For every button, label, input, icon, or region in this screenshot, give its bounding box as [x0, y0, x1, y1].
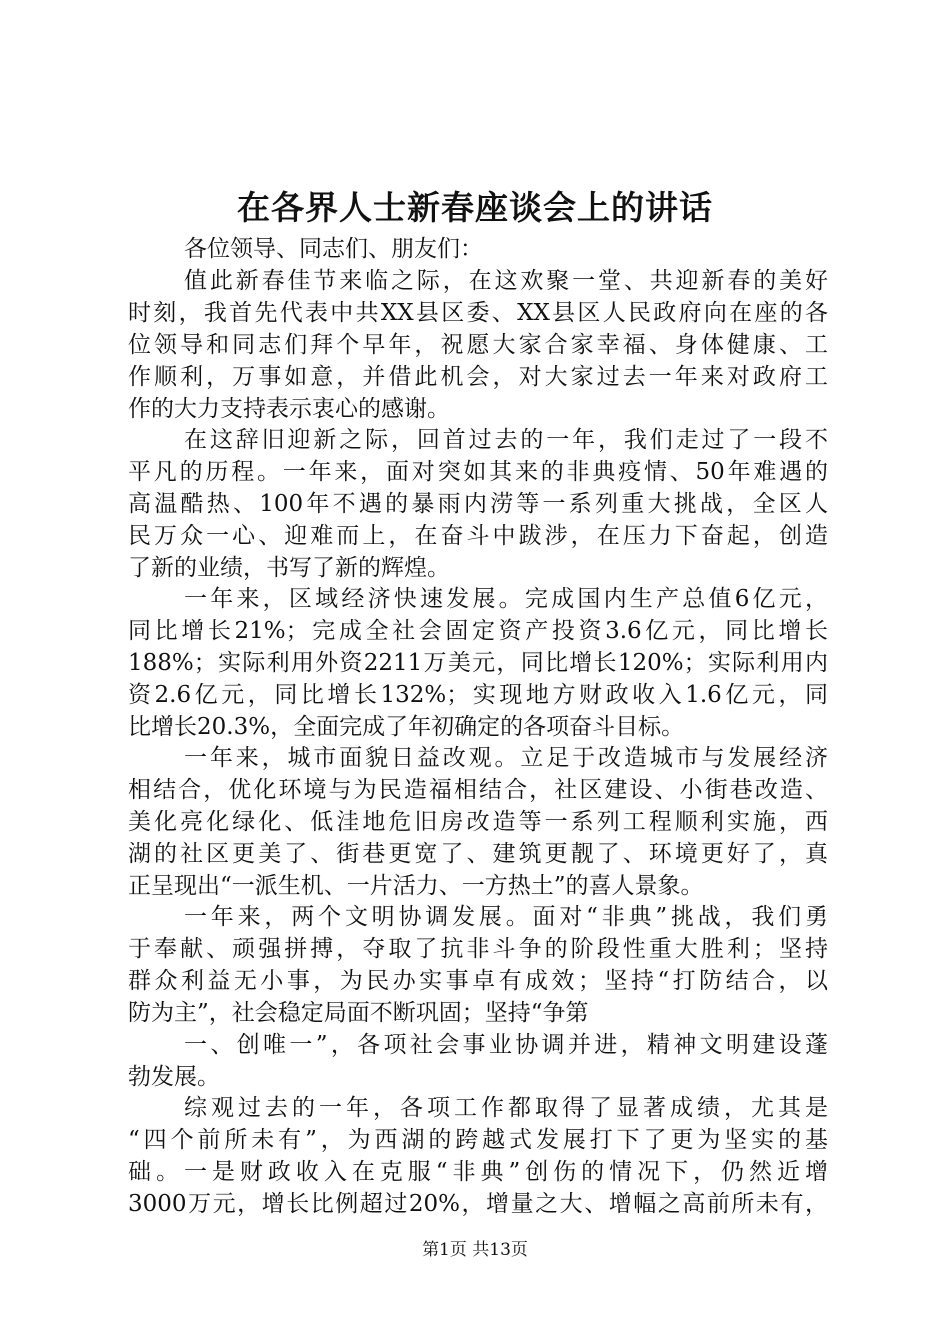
text-line: 位领导和同志们拜个早年，祝愿大家合家幸福、身体健康、工	[128, 332, 828, 358]
text-line: 一、创唯一”，各项社会事业协调并进，精神文明建设蓬	[184, 1032, 828, 1058]
text-line: 作的大力支持表示衷心的感谢。	[128, 396, 450, 422]
text-line: 高温酷热、100年不遇的暴雨内涝等一系列重大挑战，全区人	[128, 491, 828, 517]
text-line: 防为主”，社会稳定局面不断巩固；坚持“争第	[128, 1000, 589, 1026]
text-line: 湖的社区更美了、街巷更宽了、建筑更靓了、环境更好了，真	[128, 841, 828, 867]
text-line: 相结合，优化环境与为民造福相结合，社区建设、小街巷改造、	[128, 777, 828, 803]
text-line: 于奉献、顽强拼搏，夺取了抗非斗争的阶段性重大胜利；坚持	[128, 936, 828, 962]
text-line: 作顺利，万事如意，并借此机会，对大家过去一年来对政府工	[128, 364, 828, 390]
text-line: 了新的业绩，书写了新的辉煌。	[128, 555, 450, 581]
text-line: 群众利益无小事，为民办实事卓有成效；坚持“打防结合，以	[128, 968, 828, 994]
text-line: 平凡的历程。一年来，面对突如其来的非典疫情、50年难遇的	[128, 459, 828, 485]
text-line: 一年来，城市面貌日益改观。立足于改造城市与发展经济	[184, 745, 828, 771]
text-line: 勃发展。	[128, 1064, 220, 1090]
text-line: 资2.6亿元，同比增长132%；实现地方财政收入1.6亿元，同	[128, 682, 828, 708]
text-line: 民万众一心、迎难而上，在奋斗中跋涉，在压力下奋起，创造	[128, 523, 828, 549]
text-line: 一年来，区域经济快速发展。完成国内生产总值6亿元，	[184, 586, 828, 612]
text-line: 一年来，两个文明协调发展。面对“非典”挑战，我们勇	[184, 904, 828, 930]
text-line: 美化亮化绿化、低洼地危旧房改造等一系列工程顺利实施，西	[128, 809, 828, 835]
page-footer: 第1页 共13页	[422, 1240, 528, 1260]
text-line: 时刻，我首先代表中共XX县区委、XX县区人民政府向在座的各	[128, 300, 828, 326]
document-title: 在各界人士新春座谈会上的讲话	[237, 188, 713, 227]
text-line: 础。一是财政收入在克服“非典”创伤的情况下，仍然近增	[128, 1159, 828, 1185]
text-line: 各位领导、同志们、朋友们：	[184, 236, 483, 262]
text-line: 同比增长21%；完成全社会固定资产投资3.6亿元，同比增长	[128, 618, 828, 644]
text-line: 188%；实际利用外资2211万美元，同比增长120%；实际利用内	[128, 650, 828, 676]
text-line: 综观过去的一年，各项工作都取得了显著成绩，尤其是	[184, 1095, 828, 1121]
text-line: 3000万元，增长比例超过20%，增量之大、增幅之高前所未有，	[128, 1191, 828, 1217]
text-line: 比增长20.3%，全面完成了年初确定的各项奋斗目标。	[128, 714, 685, 740]
text-line: 在这辞旧迎新之际，回首过去的一年，我们走过了一段不	[184, 427, 828, 453]
text-line: 正呈现出“一派生机、一片活力、一方热土”的喜人景象。	[128, 873, 704, 899]
text-line: “四个前所未有”，为西湖的跨越式发展打下了更为坚实的基	[128, 1127, 828, 1153]
text-line: 值此新春佳节来临之际，在这欢聚一堂、共迎新春的美好	[184, 268, 828, 294]
